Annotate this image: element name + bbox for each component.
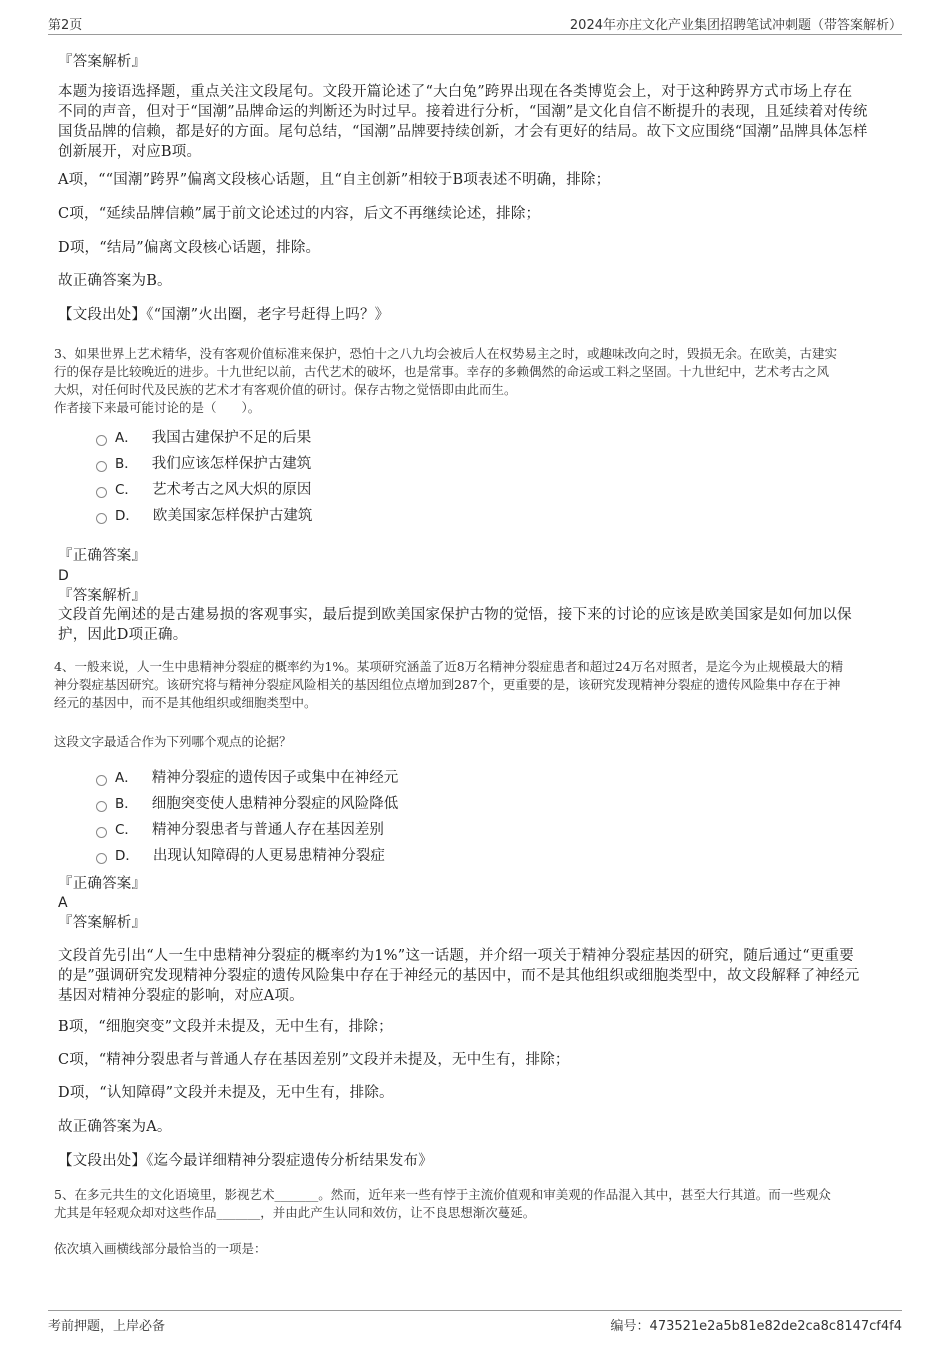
q3-stem-line: 行的保存是比较晚近的进步。十九世纪以前，古代艺术的破坏，也是常事。幸存的多赖偶然的命运或工料之坚固。十九世纪中，艺术考古之风 xyxy=(54,364,830,379)
q3-option-c[interactable]: C． 艺术考古之风大炽的原因 xyxy=(96,480,311,500)
q4-analysis-line: 文段首先引出“人一生中患精神分裂症的概率约为1%”这一话题，并介绍一项关于精神分裂症基因的研究，随后通过“更重要 xyxy=(58,948,854,964)
q4-option-b[interactable]: B． 细胞突变使人患精神分裂症的风险降低 xyxy=(96,794,398,814)
q4-analysis xyxy=(58,946,894,1006)
q5-stem xyxy=(54,1186,900,1222)
q5-stem-line: 5、在多元共生的文化语境里，影视艺术_______。然而，近年来一些有悖于主流价值观和审美观的作品混入其中，甚至大行其道。而一些观众 xyxy=(54,1187,831,1202)
q3-stem xyxy=(54,345,900,417)
q3-stem-line: 作者接下来最可能讨论的是（ ）。 xyxy=(54,400,261,415)
q4-correct-label: 『正确答案』 xyxy=(58,876,147,892)
radio-icon[interactable] xyxy=(96,513,107,524)
q3-analysis-label: 『答案解析』 xyxy=(58,588,147,604)
q3-option-b[interactable]: B． 我们应该怎样保护古建筑 xyxy=(96,454,311,474)
page-number: 第2页 xyxy=(48,18,83,33)
q4-option-c-note: C项，“精神分裂患者与普通人存在基因差别”文段并未提及，无中生有，排除； xyxy=(58,1052,570,1068)
q3-stem-line: 3、如果世界上艺术精华，没有客观价值标准来保护，恐怕十之八九均会被后人在权势易主之时，或趣味改向之时，毁损无余。在欧美，古建实 xyxy=(54,346,837,361)
q2-analysis-label: 『答案解析』 xyxy=(58,54,147,70)
q3-option-d[interactable]: D． 欧美国家怎样保护古建筑 xyxy=(96,506,312,526)
radio-icon[interactable] xyxy=(96,775,107,786)
q2-conclusion: 故正确答案为B。 xyxy=(58,273,172,289)
q4-stem-line: 经元的基因中，而不是其他组织或细胞类型中。 xyxy=(54,695,317,710)
q3-correct-label: 『正确答案』 xyxy=(58,548,147,564)
q5-prompt: 依次填入画横线部分最恰当的一项是： xyxy=(54,1241,267,1256)
q4-conclusion: 故正确答案为A。 xyxy=(58,1119,172,1135)
radio-icon[interactable] xyxy=(96,827,107,838)
q4-option-d[interactable]: D． 出现认知障碍的人更易患精神分裂症 xyxy=(96,846,385,866)
q2-source: 【文段出处】《“国潮”火出圈，老字号赶得上吗？》 xyxy=(58,307,390,323)
q4-analysis-line: 基因对精神分裂症的影响，对应A项。 xyxy=(58,988,304,1004)
q3-analysis-line: 文段首先阐述的是古建易损的客观事实，最后提到欧美国家保护古物的觉悟，接下来的讨论的应该是欧美国家是如何加以保 xyxy=(58,607,852,623)
q4-option-b-note: B项，“细胞突变”文段并未提及，无中生有，排除； xyxy=(58,1019,393,1035)
q2-analysis-line: 国货品牌的信赖，都是好的方面。尾句总结，“国潮”品牌要持续创新，才会有更好的结局。故下文应围绕“国潮”品牌具体怎样 xyxy=(58,124,868,140)
radio-icon[interactable] xyxy=(96,461,107,472)
q2-option-d-note: D项，“结局”偏离文段核心话题，排除。 xyxy=(58,240,321,256)
page-footer xyxy=(48,1310,902,1335)
radio-icon[interactable] xyxy=(96,487,107,498)
document-id: 编号：473521e2a5b81e82de2ca8c8147cf4f4 xyxy=(610,1319,902,1334)
q2-analysis-line: 创新展开，对应B项。 xyxy=(58,144,202,160)
footer-slogan: 考前押题，上岸必备 xyxy=(48,1319,166,1334)
q3-stem-line: 大炽，对任何时代及民族的艺术才有客观价值的研讨。保存古物之觉悟即由此而生。 xyxy=(54,382,517,397)
page-header xyxy=(48,14,902,35)
q3-option-a[interactable]: A． 我国古建保护不足的后果 xyxy=(96,428,311,448)
q4-correct-answer: A xyxy=(58,895,68,911)
radio-icon[interactable] xyxy=(96,853,107,864)
q4-option-d-note: D项，“认知障碍”文段并未提及，无中生有，排除。 xyxy=(58,1085,394,1101)
q4-analysis-label: 『答案解析』 xyxy=(58,915,147,931)
q3-correct-answer: D xyxy=(58,568,69,584)
q4-option-c[interactable]: C． 精神分裂患者与普通人存在基因差别 xyxy=(96,820,384,840)
q2-option-c-note: C项，“延续品牌信赖”属于前文论述过的内容，后文不再继续论述，排除； xyxy=(58,206,541,222)
q4-analysis-line: 的是”强调研究发现精神分裂症的遗传风险集中存在于神经元的基因中，而不是其他组织或细胞类型中，故文段解释了神经元 xyxy=(58,968,860,984)
q2-analysis-line: 不同的声音，但对于“国潮”品牌命运的判断还为时过早。接着进行分析，“国潮”是文化自信不断提升的表现，且延续着对传统 xyxy=(58,104,868,120)
q4-stem-line: 神分裂症基因研究。该研究将与精神分裂症风险相关的基因组位点增加到287个，更重要的是，该研究发现精神分裂症的遗传风险集中存在于神 xyxy=(54,677,841,692)
radio-icon[interactable] xyxy=(96,435,107,446)
q4-stem-line: 4、一般来说，人一生中患精神分裂症的概率约为1%。某项研究涵盖了近8万名精神分裂症患者和超过24万名对照者，是迄今为止规模最大的精 xyxy=(54,659,844,674)
q2-analysis-line: 本题为接语选择题，重点关注文段尾句。文段开篇论述了“大白兔”跨界出现在各类博览会上，对于这种跨界方式市场上存在 xyxy=(58,84,853,100)
radio-icon[interactable] xyxy=(96,801,107,812)
q4-prompt: 这段文字最适合作为下列哪个观点的论据？ xyxy=(54,734,292,749)
q3-analysis-line: 护，因此D项正确。 xyxy=(58,627,188,643)
document-title: 2024年亦庄文化产业集团招聘笔试冲刺题（带答案解析） xyxy=(569,18,902,33)
q2-analysis xyxy=(58,82,894,162)
q4-option-a[interactable]: A． 精神分裂症的遗传因子或集中在神经元 xyxy=(96,768,398,788)
q3-analysis xyxy=(58,605,894,645)
q4-source: 【文段出处】《迄今最详细精神分裂症遗传分析结果发布》 xyxy=(58,1153,433,1169)
q4-stem xyxy=(54,658,900,712)
q5-stem-line: 尤其是年轻观众却对这些作品_______，并由此产生认同和效仿，让不良思想渐次蔓延。 xyxy=(54,1205,536,1220)
q2-option-a-note: A项，““国潮”跨界”偏离文段核心话题，且“自主创新”相较于B项表述不明确，排除； xyxy=(58,172,611,188)
